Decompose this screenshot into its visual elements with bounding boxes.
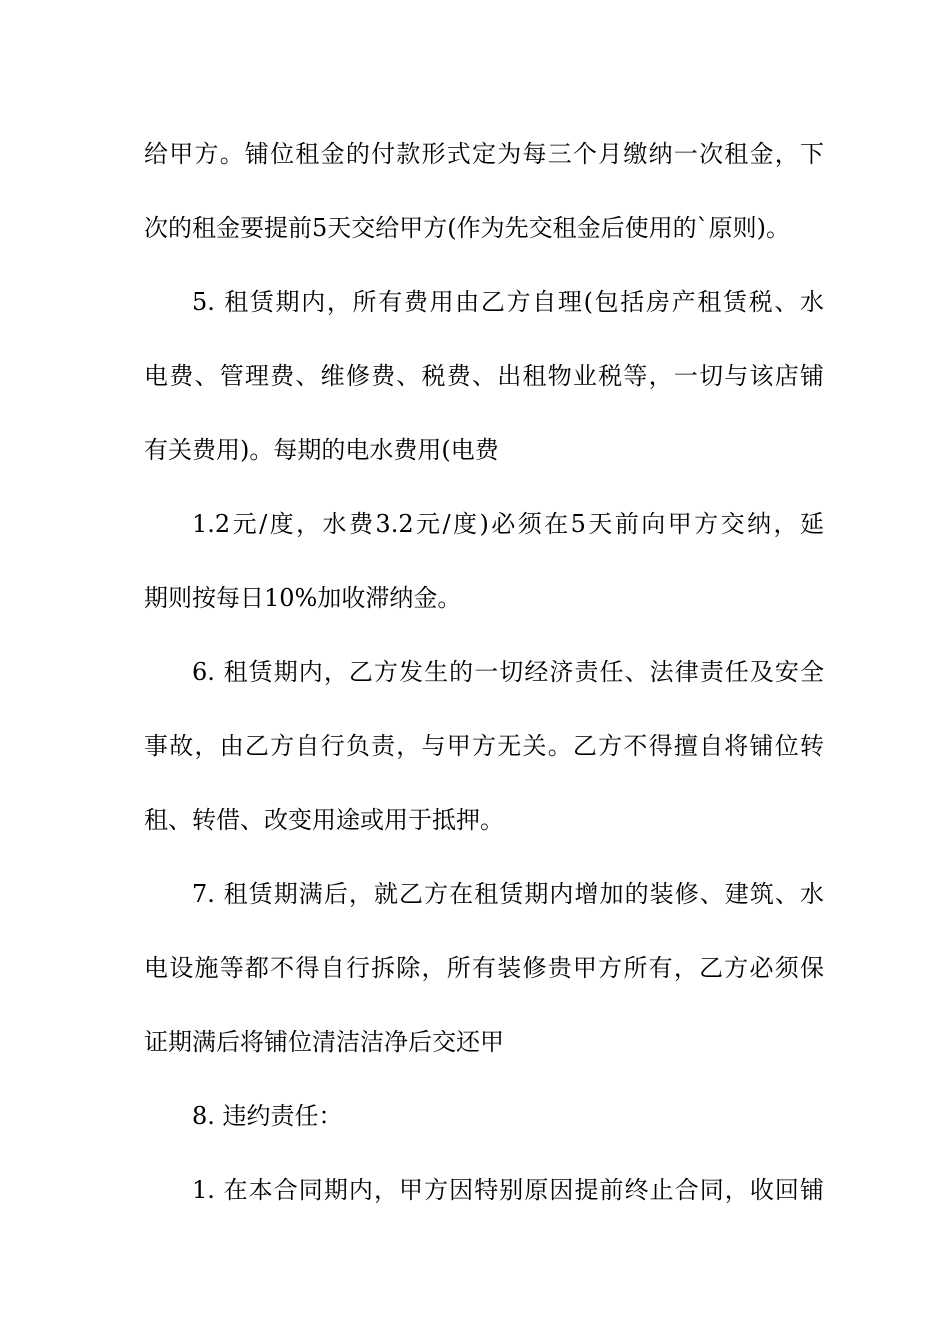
paragraph-8-heading: 8. 违约责任： xyxy=(192,1102,343,1130)
text-line: 期则按每日10%加收滞纳金。 xyxy=(144,584,462,612)
text-line: 有关费用)。每期的电水费用(电费 xyxy=(144,436,499,464)
paragraph-5-start: 5. 租赁期内，所有费用由乙方自理(包括房产租赁税、水 xyxy=(192,288,824,316)
text-line: 1.2元/度，水费3.2元/度)必须在5天前向甲方交纳，延 xyxy=(192,510,824,538)
text-line: 事故，由乙方自行负责，与甲方无关。乙方不得擅自将铺位转 xyxy=(144,732,824,760)
text-line: 证期满后将铺位清洁洁净后交还甲 xyxy=(144,1028,504,1056)
text-line: 电费、管理费、维修费、税费、出租物业税等，一切与该店铺 xyxy=(144,362,824,390)
paragraph-7-start: 7. 租赁期满后，就乙方在租赁期内增加的装修、建筑、水 xyxy=(192,880,824,908)
text-line: 电设施等都不得自行拆除，所有装修贵甲方所有，乙方必须保 xyxy=(144,954,824,982)
text-line: 租、转借、改变用途或用于抵押。 xyxy=(144,806,504,834)
text-line: 次的租金要提前5天交给甲方(作为先交租金后使用的`原则)。 xyxy=(144,214,790,242)
paragraph-8-1-start: 1. 在本合同期内，甲方因特别原因提前终止合同，收回铺 xyxy=(192,1176,824,1204)
text-line: 给甲方。铺位租金的付款形式定为每三个月缴纳一次租金，下 xyxy=(144,140,824,168)
paragraph-6-start: 6. 租赁期内，乙方发生的一切经济责任、法律责任及安全 xyxy=(192,658,824,686)
